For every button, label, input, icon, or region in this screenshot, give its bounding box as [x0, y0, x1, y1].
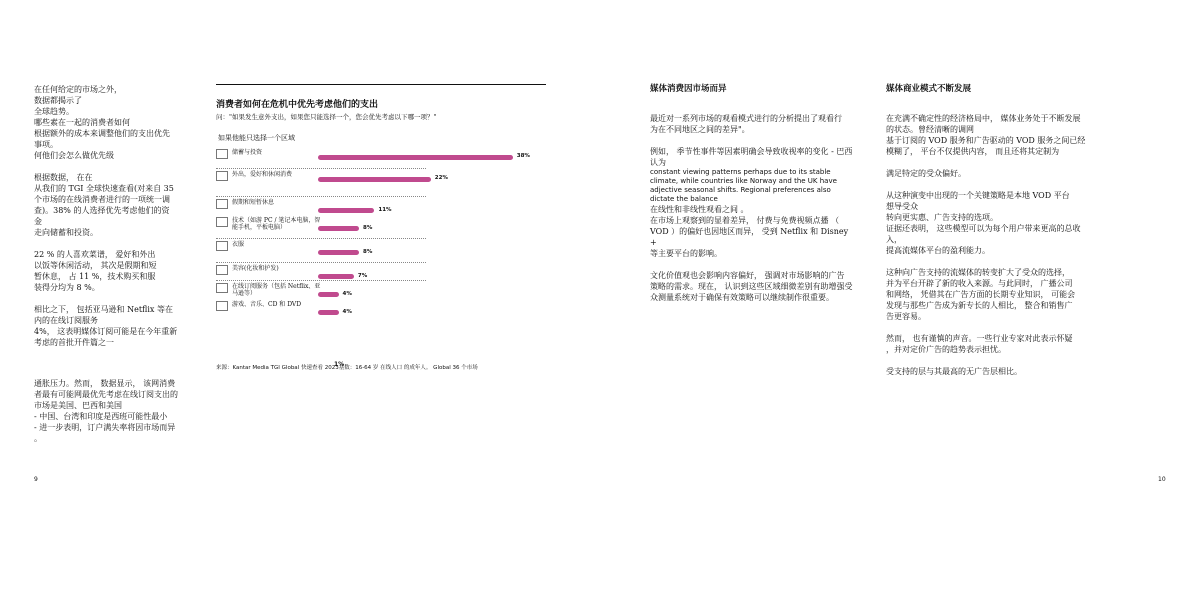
text-line: 基于订阅的 VOD 服务和广告驱动的 VOD 服务之间已经: [886, 136, 1086, 145]
rc1-paragraph-3: [650, 270, 855, 303]
text-line: 以饭等休闲活动， 其次是假期和短: [34, 261, 157, 270]
chart-row: [216, 171, 546, 189]
bar: [318, 226, 359, 231]
row-divider: [216, 238, 426, 239]
chart-row: [216, 217, 546, 235]
rc1-paragraph-2-tail: [650, 204, 855, 259]
category-label: 储蓄与投资: [232, 149, 263, 156]
category-icon: [216, 199, 228, 209]
category-label: 游戏、音乐、CD 和 DVD: [232, 301, 302, 308]
category-label: 技术（如游 PC / 笔记本电脑，智能手机，平板电脑）: [232, 217, 321, 231]
category-icon: [216, 241, 228, 251]
text-line: VOD ）的偏好也因地区而异， 受到 Netflix 和 Disney +: [650, 227, 849, 247]
text-line: 最近对一系列市场的观看模式进行的分析提出了观看行: [650, 114, 842, 123]
text-line: 众测量系统对于确保有效策略可以继续制作很重要。: [650, 293, 834, 302]
text-line: 例如， 季节性事件等因素明确会导致收视率的变化 - 巴西: [650, 147, 853, 156]
value-label: 4%: [342, 309, 352, 315]
text-line: 来源：Kantar Media TGI Global 快速查看 2023: [216, 365, 339, 371]
text-line: 在任何给定的市场之外，: [34, 85, 122, 94]
bar: [318, 177, 431, 182]
rc1-paragraph-2-lead: [650, 146, 855, 168]
text-line: 数据都揭示了: [34, 96, 82, 105]
text-line: 这种向广告支持的流媒体的转变扩大了受众的选择，: [886, 268, 1070, 277]
text-line: 金: [34, 217, 42, 226]
bar: [318, 310, 339, 315]
rc2-paragraph-5: [886, 333, 1096, 355]
text-line: dictate the balance: [650, 195, 718, 203]
chart-question: 问："如果发生意外支出，如果您只能选择一个，您会优先考虑以下哪一项？": [216, 113, 437, 121]
text-line: 。: [34, 434, 42, 443]
category-label: 假期和短暂休息: [232, 199, 275, 206]
row-divider: [216, 280, 426, 281]
text-line: 策略的需求。现在， 认识到这些区域细微差别有助增强受: [650, 282, 853, 291]
rc2-paragraph-4: [886, 267, 1096, 322]
bar: [318, 250, 359, 255]
text-line: 根据额外的成本来调整他们的支出优先: [34, 129, 170, 138]
text-line: 受支持的层与其最高的无广告层相比。: [886, 367, 1022, 376]
chart-source: [216, 365, 546, 372]
rc2-paragraph-2: [886, 168, 1096, 179]
rc1-paragraph-2: [650, 146, 855, 259]
paragraph-4: [34, 304, 184, 348]
text-line: ，并对定价广告的趋势表示担忧。: [886, 345, 1006, 354]
text-line: 的状态。曾经清晰的调网: [886, 125, 974, 134]
chart-top-rule: [216, 84, 546, 85]
chart-row: [216, 199, 546, 217]
bar: [318, 208, 374, 213]
text-line: 装得分均为 8 %。: [34, 283, 100, 292]
text-line: - 进一步表明，订户满失率将因市场而异: [34, 423, 176, 432]
category-label: 在线订阅服务（包括 Netflix、亚马逊等）: [232, 283, 321, 297]
text-line: 在市场上观察到的显着差异， 付费与免费视频点播 （: [650, 216, 840, 225]
value-label: 8%: [363, 225, 373, 231]
rc2-paragraph-1: [886, 113, 1096, 157]
right-page: [600, 0, 1200, 599]
right-text-column-2: [886, 84, 1096, 388]
text-line: climate, while countries like Norway and the UK have: [650, 177, 837, 185]
category-label: 外出，爱好和休闲消费: [232, 171, 293, 178]
rc2-paragraph-3: [886, 190, 1096, 256]
text-line: 通胀压力。然而， 数据显示， 该网消费: [34, 379, 176, 388]
chart-row: [216, 283, 546, 301]
text-line: 相比之下， 包括亚马逊和 Netflix 等在: [34, 305, 173, 314]
text-line: 想导受众: [886, 202, 918, 211]
value-label: 11%: [378, 207, 392, 213]
text-line: 为在不同地区之间的差异"。: [650, 125, 750, 134]
text-line: 从这种演变中出现的一个关键策略是本地 VOD 平台: [886, 191, 1070, 200]
text-line: 从我们的 TGI 全球快速查看(对来自 35: [34, 184, 174, 193]
footnote-value: 1%: [334, 361, 345, 368]
chart-row: [216, 149, 546, 167]
chart-row: [216, 301, 546, 319]
value-label: 22%: [434, 175, 448, 181]
text-line: 满足特定的受众偏好。: [886, 169, 966, 178]
value-label: 8%: [363, 249, 373, 255]
text-line: 基数：16-64 岁 在线人口 的成年人。 Global 36 个市场: [338, 365, 478, 371]
text-line: 考虑的首批开件篇之一: [34, 338, 114, 347]
text-line: 告更容易。: [886, 312, 926, 321]
value-label: 7%: [357, 273, 368, 279]
page-number-left: 9: [34, 476, 38, 483]
category-icon: [216, 301, 228, 311]
text-line: 22 % 的人喜欢菜谱， 爱好和外出: [34, 250, 156, 259]
text-line: 内的在线订阅服务: [34, 316, 98, 325]
text-line: 在充满不确定性的经济格局中， 媒体业务处于不断发展: [886, 114, 1081, 123]
chart-row: [216, 241, 546, 259]
text-line: 走向储蓄和投资。: [34, 228, 98, 237]
text-line: - 中国、台湾和印度是西班可能性最小: [34, 412, 168, 421]
rc1-paragraph-1: [650, 113, 855, 135]
text-line: 根据数据， 在在: [34, 173, 93, 182]
category-label: 美容(化妆和护发): [232, 265, 279, 272]
category-icon: [216, 149, 228, 159]
text-line: 转向更实惠、广告支持的选项。: [886, 213, 998, 222]
text-line: 等主要平台的影响。: [650, 249, 722, 258]
right-text-column-1: [650, 84, 855, 314]
text-line: 何他们会怎么做优先级: [34, 151, 114, 160]
rc1-paragraph-2-english: [650, 168, 855, 204]
heading-media-consumption: 媒体消费因市场而异: [650, 84, 727, 94]
row-divider: [216, 196, 426, 197]
category-icon: [216, 171, 228, 181]
bar: [318, 292, 339, 297]
row-divider: [216, 262, 426, 263]
text-line: 发现与那些广告成为新专长的人相比， 整合和销售广: [886, 301, 1073, 310]
category-icon: [216, 283, 228, 293]
text-line: constant viewing patterns perhaps due to its stable: [650, 168, 831, 176]
text-line: 者最有可能网最优先考虑在线订阅支出的: [34, 390, 178, 399]
category-icon: [216, 217, 228, 227]
text-line: 事项。: [34, 140, 58, 149]
value-label: 4%: [342, 291, 352, 297]
text-line: 市场是美国、巴西和美国: [34, 401, 122, 410]
heading-business-models: 媒体商业模式不断发展: [886, 84, 972, 94]
bar: [318, 274, 354, 279]
text-line: 查)。38% 的人选择优先考虑他们的资: [34, 206, 170, 215]
paragraph-2: [34, 172, 184, 238]
text-line: 证据还表明， 这些模型可以为每个用户带来更高的总收入，: [886, 224, 1081, 244]
text-line: 然而， 也有谨慎的声音。一些行业专家对此表示怀疑: [886, 334, 1073, 343]
text-line: adjective seasonal shifts. Regional preferences also: [650, 186, 831, 194]
chart-title: 消费者如何在危机中优先考虑他们的支出: [216, 100, 379, 110]
page-number-right: 10: [1158, 476, 1166, 483]
text-line: 个市场的在线消费者进行的一项统一调: [34, 195, 170, 204]
text-line: 暂休息， 占 11 %，技术购买和服: [34, 272, 156, 281]
bar: [318, 155, 513, 160]
text-line: 模糊了， 平台不仅提供内容， 而且还将其定制为: [886, 147, 1060, 156]
paragraph-1: [34, 84, 184, 161]
spending-priority-chart: [216, 84, 546, 372]
left-text-column: [34, 84, 184, 455]
text-line: 文化价值观也会影响内容偏好， 强调对市场影响的广告: [650, 271, 845, 280]
text-line: 哪些素在一起的消费者如何: [34, 118, 130, 127]
category-icon: [216, 265, 228, 275]
text-line: 认为: [650, 158, 666, 167]
text-line: 并为平台开辟了新的收入来源。与此同时， 广播公司: [886, 279, 1073, 288]
row-divider: [216, 168, 426, 169]
text-line: 和网络， 凭借其在广告方面的长期专业知识， 可能会: [886, 290, 1076, 299]
text-line: 提高流媒体平台的盈利能力。: [886, 246, 990, 255]
paragraph-5: [34, 378, 184, 444]
text-line: 在线性和非线性观看之间 。: [650, 205, 749, 214]
text-line: 全球趋势。: [34, 107, 74, 116]
rc2-paragraph-6: [886, 366, 1096, 377]
category-label: 衣服: [232, 241, 245, 248]
paragraph-3: [34, 249, 184, 293]
value-label: 38%: [516, 153, 530, 159]
chart-hint: 如果他能只选择一个区域: [218, 134, 295, 142]
text-line: 4%， 这表明媒体订阅可能是在今年重新: [34, 327, 178, 336]
chart-bars: [216, 149, 546, 359]
